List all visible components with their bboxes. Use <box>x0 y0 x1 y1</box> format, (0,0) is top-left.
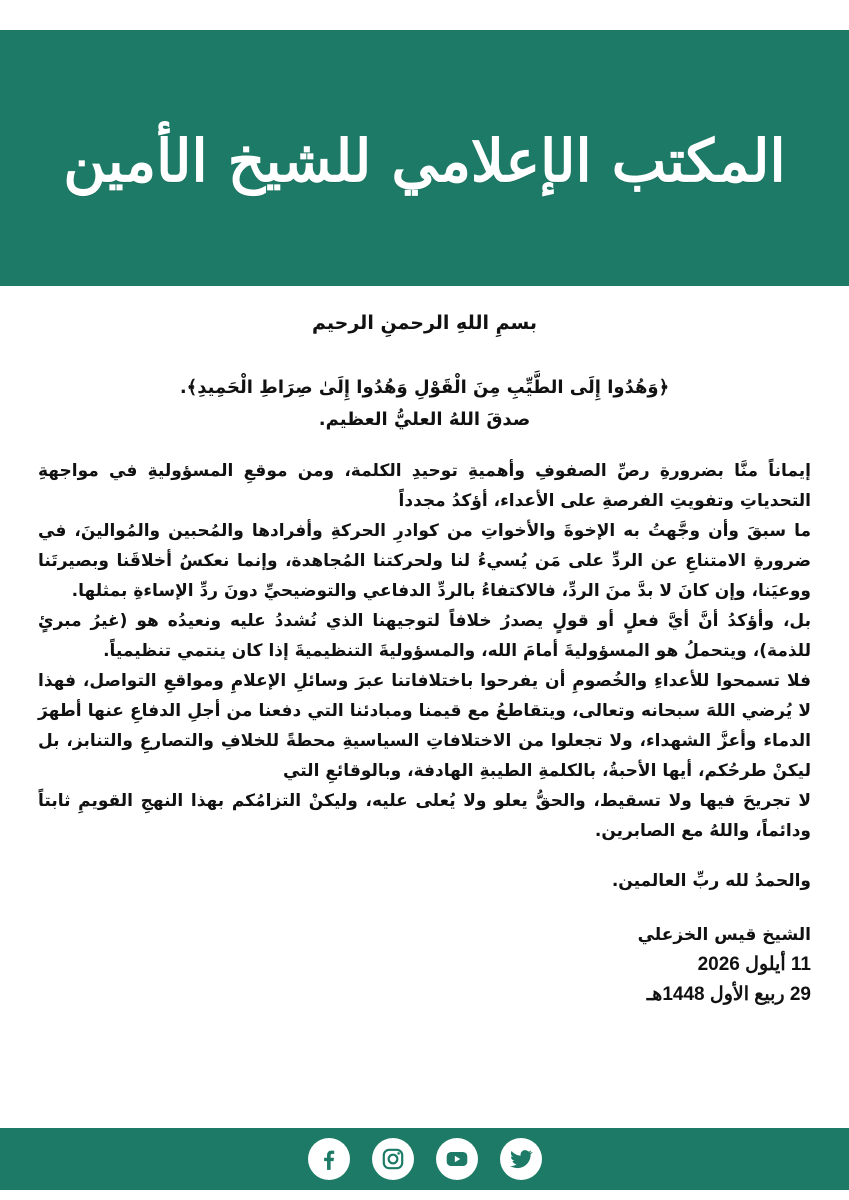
paragraph: إيماناً منَّا بضرورةِ رصِّ الصفوفِ وأهميةِ توحيدِ الكلمة، ومن موقعِ المسؤوليةِ في مواجهةِ التحدياتِ وتفويتِ الفرصةِ على الأعداء، أؤكدُ مجدداً <box>38 461 811 511</box>
twitter-icon[interactable] <box>500 1138 542 1180</box>
paragraph: لا تجريحَ فيها ولا تسقيط، والحقُّ يعلو ولا يُعلى عليه، وليكنْ التزامُكم بهذا النهجِ القويمِ ثابتاً ودائماً، واللهُ مع الصابرين. <box>38 791 811 841</box>
basmala: بسمِ اللهِ الرحمنِ الرحيم <box>312 312 537 334</box>
youtube-glyph <box>444 1146 470 1172</box>
header-title: المكتب الإعلامي للشيخ الأمين <box>63 127 786 195</box>
instagram-glyph <box>380 1146 406 1172</box>
youtube-icon[interactable] <box>436 1138 478 1180</box>
signature-date-hijri: 29 ربيع الأول 1448هـ <box>646 984 811 1005</box>
signature-name: الشيخ قيس الخزعلي <box>637 925 811 945</box>
instagram-icon[interactable] <box>372 1138 414 1180</box>
top-margin <box>0 0 849 30</box>
signature-block <box>38 920 811 1010</box>
verse-line: ﴿وَهُدُوا إِلَى الطَّيِّبِ مِنَ الْقَوْلِ وَهُدُوا إِلَىٰ صِرَاطِ الْحَمِيدِ﴾. <box>179 377 670 398</box>
header-banner <box>0 30 849 286</box>
footer-bar <box>0 1128 849 1190</box>
quran-verse <box>38 372 811 436</box>
paragraph: ما سبقَ وأن وجَّهتُ به الإخوةَ والأخواتِ من كوادرِ الحركةِ وأفرادها والمُحبين والمُوالينَ، في ضرورةِ الامتناعِ عن الردِّ على مَن يُسيءُ لنا ولحركتنا المُجاهدة، وإنما نعكسُ أخلاقَنا وبصيرتَنا ووعيَنا، وإن كانَ لا بدَّ منَ الردِّ، فالاكتفاءُ بالردِّ الدفاعي والتوضيحيِّ دونَ ردِّ الإساءةِ بمثلها. <box>38 521 811 601</box>
twitter-glyph <box>508 1146 534 1172</box>
facebook-icon[interactable] <box>308 1138 350 1180</box>
signature-date-gregorian: 11 أيلول 2026 <box>697 954 811 975</box>
facebook-glyph <box>316 1146 342 1172</box>
statement-paragraphs <box>38 456 811 846</box>
paragraph: فلا تسمحوا للأعداءِ والخُصومِ أن يفرحوا باختلافاتنا عبرَ وسائلِ الإعلامِ ومواقعِ التواصل، فهذا لا يُرضي اللهَ سبحانه وتعالى، ويتقاطعُ مع قيمنا ومبادئنا التي دفعنا من أجلِ الدفاعِ عنها أطهرَ الدماء وأعزَّ الشهداء، ولا تجعلوا من الاختلافاتِ السياسيةِ محطةً للخلافِ والتصارعِ والتنابز، بل ليكنْ طرحُكم، أيها الأحبةُ، بالكلمةِ الطيبةِ الهادفة، وبالوقائعِ التي <box>38 671 811 781</box>
paragraph: بل، وأؤكدُ أنَّ أيَّ فعلٍ أو قولٍ يصدرُ خلافاً لتوجيهنا الذي نُشددُ عليه ونعيدُه هو (غيرُ مبرئٍ للذمة)، ويتحملُ هو المسؤوليةَ أمامَ الله، والمسؤوليةَ التنظيميةَ إذا كان ينتمي تنظيمياً. <box>38 611 811 661</box>
verse-attribution: صدقَ اللهُ العليُّ العظيم. <box>318 409 531 430</box>
closing-line: والحمدُ لله ربِّ العالمين. <box>611 871 811 891</box>
statement-body <box>38 300 811 1010</box>
